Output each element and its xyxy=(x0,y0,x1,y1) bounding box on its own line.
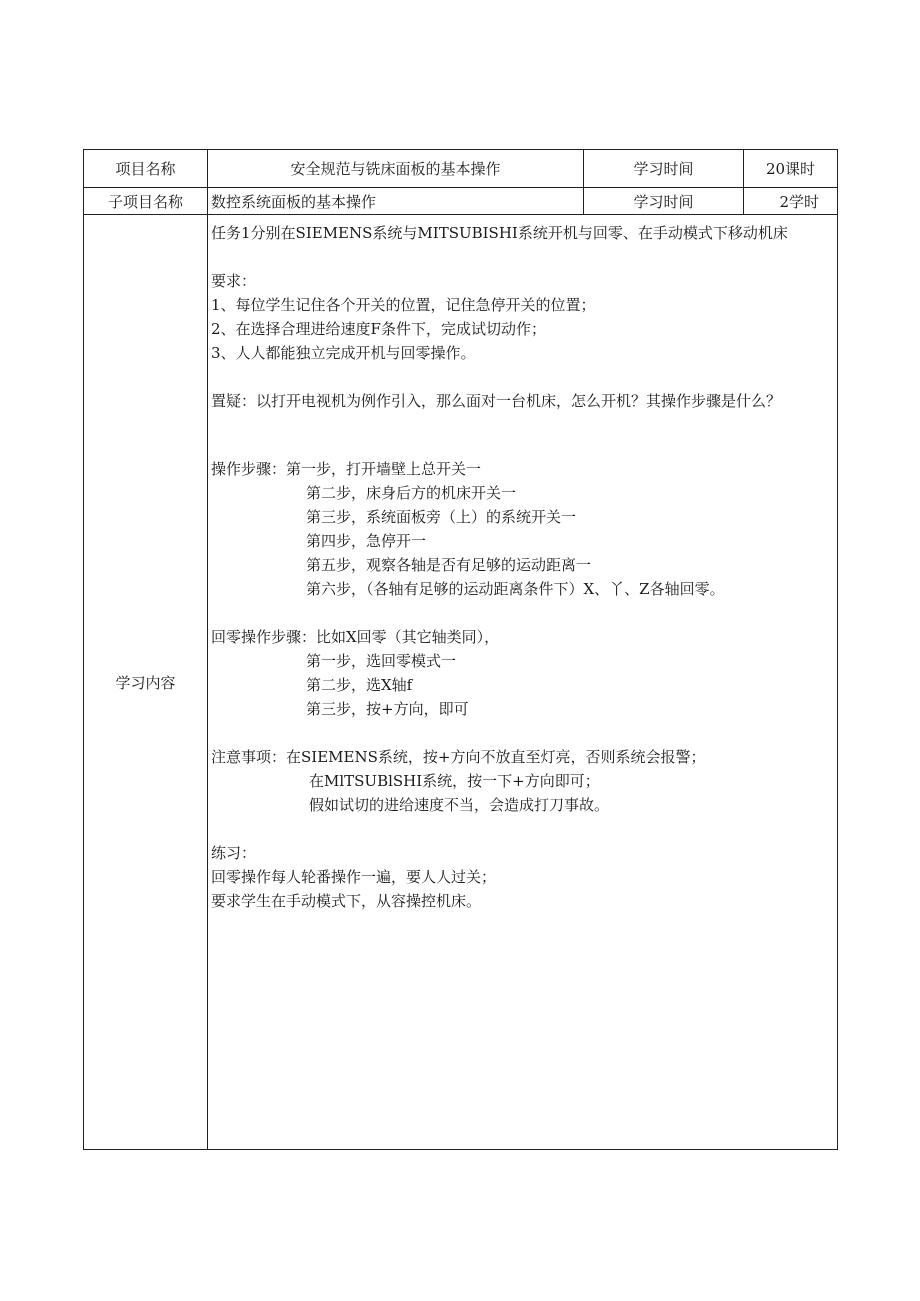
subproject-hours: 2学时 xyxy=(744,188,838,215)
project-name: 安全规范与铣床面板的基本操作 xyxy=(208,150,584,188)
project-row xyxy=(84,150,838,188)
note-first xyxy=(211,745,831,769)
home-title: 回零操作步骤：比如X回零（其它轴类同）， xyxy=(211,628,500,646)
home-step: 第三步，按+方向，即可 xyxy=(306,700,469,718)
content-label: 学习内容 xyxy=(84,215,208,1150)
subproject-label: 子项目名称 xyxy=(84,188,208,215)
task-text: 任务1分别在SIEMENS系统与MITSUBISHI系统开机与回零、在手动模式下移动机床 xyxy=(211,224,788,242)
content-row xyxy=(84,215,838,1150)
op-step: 第六步，（各轴有足够的运动距离条件下）X、丫、Z各轴回零。 xyxy=(306,580,725,598)
content-cell xyxy=(208,215,838,1150)
op-step: 第一步，打开墙壁上总开关一 xyxy=(286,460,482,478)
subproject-name: 数控系统面板的基本操作 xyxy=(208,188,584,215)
subproject-row xyxy=(84,188,838,215)
practice-item: 回零操作每人轮番操作一遍，要人人过关； xyxy=(211,868,497,886)
op-steps-title: 操作步骤： xyxy=(211,460,287,478)
op-step: 第二步，床身后方的机床开关一 xyxy=(306,484,517,502)
op-step: 第三步，系统面板旁（上）的系统开关一 xyxy=(306,508,577,526)
note-item: 在MlTSUBlSHI系统，按一下+方向即可； xyxy=(309,772,600,790)
question-text: 置疑：以打开电视机为例作引入，那么面对一台机床，怎么开机？其操作步骤是什么？ xyxy=(211,392,782,410)
requirement-item: 3、人人都能独立完成开机与回零操作。 xyxy=(211,344,476,362)
home-step: 第一步，选回零模式一 xyxy=(306,652,457,670)
op-step: 第四步，急停开一 xyxy=(306,532,427,550)
op-step-first xyxy=(211,457,831,481)
op-step: 第五步，观察各轴是否有足够的运动距离一 xyxy=(306,556,592,574)
requirement-item: 1、每位学生记住各个开关的位置，记住急停开关的位置； xyxy=(211,296,596,314)
content-body xyxy=(211,215,831,913)
practice-title: 练习： xyxy=(211,844,257,862)
subproject-time-label: 学习时间 xyxy=(584,188,744,215)
project-label: 项目名称 xyxy=(84,150,208,188)
home-step: 第二步，选X轴f xyxy=(306,676,413,694)
notes-title: 注意事项： xyxy=(211,748,287,766)
project-hours: 20课时 xyxy=(744,150,838,188)
practice-item: 要求学生在手动模式下，从容操控机床。 xyxy=(211,892,482,910)
note-item: 在SIEMENS系统，按+方向不放直至灯亮，否则系统会报警； xyxy=(286,748,706,766)
study-time-label: 学习时间 xyxy=(584,150,744,188)
lesson-plan-table xyxy=(83,149,838,1150)
note-item: 假如试切的进给速度不当，会造成打刀事故。 xyxy=(309,796,610,814)
requirement-item: 2、在选择合理进给速度F条件下，完成试切动作； xyxy=(211,320,546,338)
requirements-title: 要求： xyxy=(211,272,257,290)
